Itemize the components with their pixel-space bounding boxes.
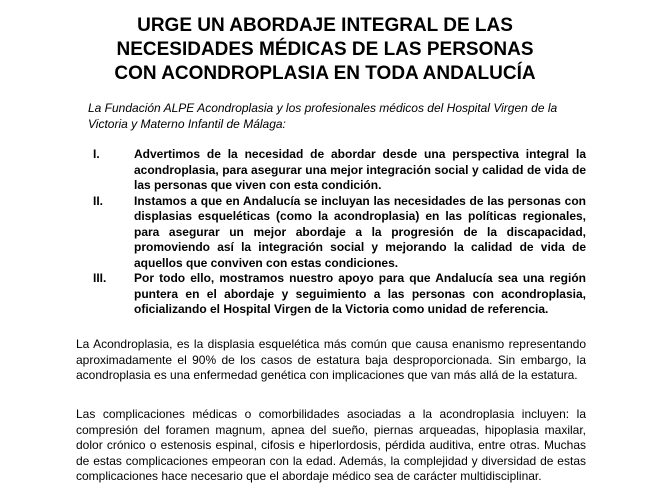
list-item [93,194,586,272]
body-paragraph: La Acondroplasia, es la displasia esquelética más común que causa enanismo representando aproximadamente el 90% de los casos de estatura baja desproporcionada. Sin embargo, la acondroplasia es una enfermedad genética con implicaciones que van más allá de la estatura. [76,337,586,382]
intro-paragraph: La Fundación ALPE Acondroplasia y los profesionales médicos del Hospital Virgen de la Victoria y Materno Infantil de Málaga: [88,101,558,131]
list-item-text: Por todo ello, mostramos nuestro apoyo para que Andalucía sea una región puntera en el abordaje y seguimiento a las personas con acondroplasia, oficializando el Hospital Virgen de la Victoria como unidad de referencia. [134,271,586,316]
list-item-number: III. [93,271,107,285]
list-item-number: II. [93,193,104,208]
list-item [93,271,586,318]
list-item [93,147,586,194]
numbered-list [93,147,586,318]
title-line-2: NECESIDADES MÉDICAS DE LAS PERSONAS [116,39,534,60]
document-title [60,14,590,86]
list-item-text: Instamos a que en Andalucía se incluyan las necesidades de las personas con displasias esqueléticas (como la acondroplasia) en las políticas regionales, para asegurar un mejor abordaje a la progresión de la discapacidad, promoviendo así la integración social y mejorando la calidad de vida de aquellos que conviven con estas condiciones. [134,193,586,270]
title-line-3: CON ACONDROPLASIA EN TODA ANDALUCÍA [114,63,536,84]
list-item-text: Advertimos de la necesidad de abordar desde una perspectiva integral la acondroplasia, para asegurar una mejor integración social y calidad de vida de las personas que viven con esta condición. [134,147,586,192]
title-line-1: URGE UN ABORDAJE INTEGRAL DE LAS [137,15,513,36]
list-item-number: I. [93,147,100,161]
body-paragraph: Las complicaciones médicas o comorbilidades asociadas a la acondroplasia incluyen: la compresión del foramen magnum, apnea del sueño, piernas arqueadas, hipoplasia maxilar, dolor crónico o estenosis espinal, cifosis e hiperlordosis, pérdida auditiva, entre otras. Muchas de estas complicaciones empeoran con la edad. Además, la complejidad y diversidad de estas complicaciones hace necesario que el abordaje médico sea de carácter multidisciplinar. [76,407,586,483]
